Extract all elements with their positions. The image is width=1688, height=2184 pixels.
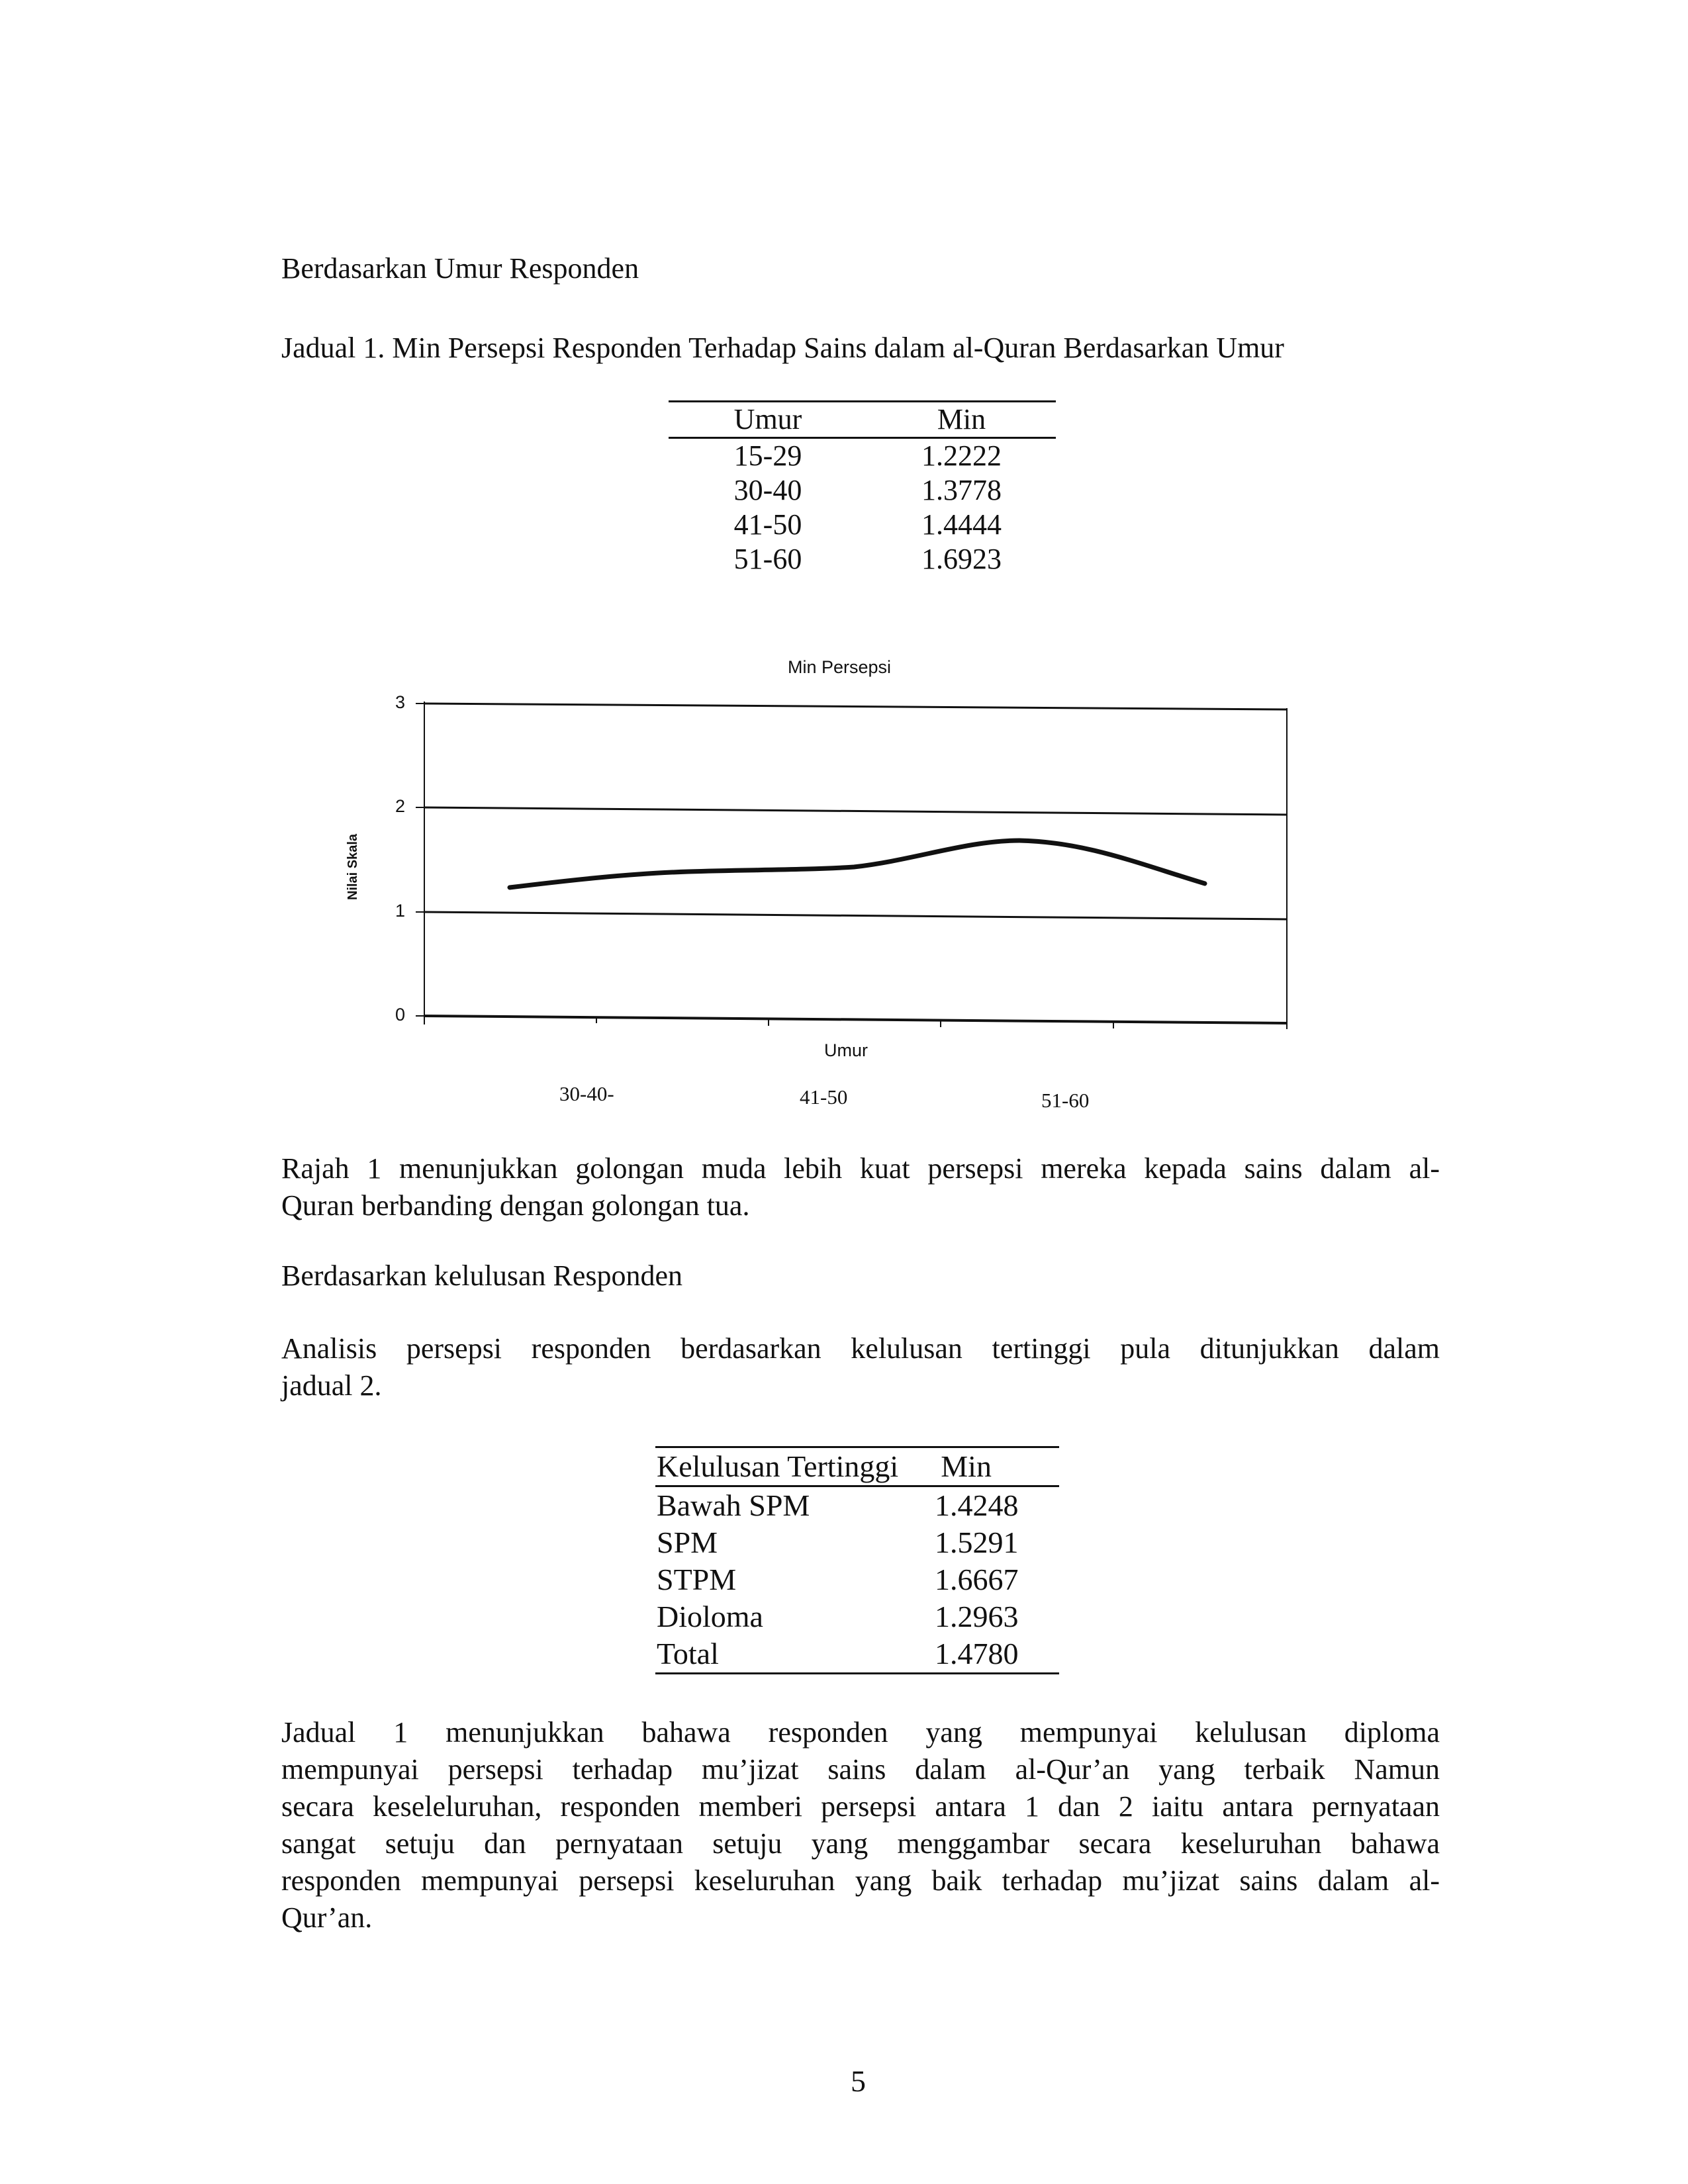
cell-kelulusan: Total — [657, 1637, 719, 1670]
series-line — [510, 841, 1205, 887]
cell-min: 1.6923 — [921, 543, 1002, 575]
y-tick-2: 2 — [395, 796, 405, 816]
cell-kelulusan: Dioloma — [657, 1600, 763, 1633]
cell-kelulusan: SPM — [657, 1525, 718, 1559]
y-tick-3: 3 — [395, 692, 405, 712]
paragraph-line: jadual 2. — [281, 1369, 382, 1402]
paragraph-line: sangat setuju dan pernyataan setuju yang menggambar secara keseluruhan bahawa — [281, 1827, 1440, 1860]
header-umur: Umur — [733, 403, 802, 435]
table-row — [655, 1635, 1059, 1672]
x-category-label: 51-60 — [1041, 1089, 1090, 1112]
header-kelulusan: Kelulusan Tertinggi — [657, 1449, 899, 1483]
table-bottom-rule — [655, 1672, 1059, 1674]
table-row — [655, 1524, 1059, 1561]
paragraph-line: Rajah 1 menunjukkan golongan muda lebih kuat persepsi mereka kepada sains dalam al- — [281, 1152, 1440, 1185]
gridline-1 — [424, 912, 1288, 919]
cell-min: 1.2963 — [935, 1600, 1019, 1633]
gridline-3 — [424, 704, 1288, 709]
section-heading-umur: Berdasarkan Umur Responden — [281, 252, 639, 285]
x-category-label: 41-50 — [800, 1085, 848, 1109]
paragraph-line: Jadual 1 menunjukkan bahawa responden yang mempunyai kelulusan diploma — [281, 1716, 1440, 1749]
page-number: 5 — [851, 2064, 866, 2098]
cell-umur: 51-60 — [733, 543, 802, 575]
paragraph-line: secara keseleluruhan, responden memberi persepsi antara 1 dan 2 iaitu antara pernyataan — [281, 1790, 1440, 1823]
paragraph-line: Analisis persepsi responden berdasarkan kelulusan tertinggi pula ditunjukkan dalam — [281, 1332, 1440, 1365]
cell-umur: 15-29 — [733, 439, 802, 472]
table-row — [655, 1598, 1059, 1635]
paragraph-rajah-1 — [281, 1150, 1440, 1224]
paragraph-line: Qur’an. — [281, 1901, 373, 1934]
cell-min: 1.4248 — [935, 1488, 1019, 1522]
gridline-2 — [424, 807, 1288, 815]
header-min: Min — [937, 403, 986, 435]
table-2 — [655, 1446, 1059, 1674]
paragraph-line: responden mempunyai persepsi keseluruhan yang baik terhadap mu’jizat sains dalam al- — [281, 1864, 1440, 1897]
paragraph-jadual-1 — [281, 1714, 1440, 1936]
cell-min: 1.6667 — [935, 1563, 1019, 1596]
cell-min: 1.3778 — [921, 474, 1002, 506]
header-min: Min — [941, 1449, 992, 1483]
x-axis-label: Umur — [824, 1040, 868, 1060]
x-category-label: 30-40- — [559, 1082, 614, 1105]
paragraph-line: Quran berbanding dengan golongan tua. — [281, 1189, 750, 1222]
section-heading-kelulusan: Berdasarkan kelulusan Responden — [281, 1259, 683, 1292]
cell-min: 1.5291 — [935, 1525, 1019, 1559]
cell-kelulusan: Bawah SPM — [657, 1488, 810, 1522]
table-header-row — [655, 1448, 1059, 1485]
paragraph-analisis — [281, 1330, 1440, 1404]
table-1-caption: Jadual 1. Min Persepsi Responden Terhadap Sains dalam al-Quran Berdasarkan Umur — [281, 332, 1284, 364]
cell-min: 1.4444 — [921, 508, 1002, 541]
paragraph-line: mempunyai persepsi terhadap mu’jizat sains dalam al-Qur’an yang terbaik Namun — [281, 1753, 1440, 1786]
y-axis-label: Nilai Skala — [346, 833, 360, 900]
cell-umur: 41-50 — [733, 508, 802, 541]
cell-min: 1.4780 — [935, 1637, 1019, 1670]
x-axis — [424, 1016, 1288, 1023]
cell-umur: 30-40 — [733, 474, 802, 506]
cell-min: 1.2222 — [921, 439, 1002, 472]
table-row — [655, 1487, 1059, 1524]
table-row — [655, 1561, 1059, 1598]
chart-title: Min Persepsi — [788, 657, 892, 677]
y-tick-0: 0 — [395, 1005, 405, 1024]
cell-kelulusan: STPM — [657, 1563, 737, 1596]
y-tick-1: 1 — [395, 901, 405, 921]
